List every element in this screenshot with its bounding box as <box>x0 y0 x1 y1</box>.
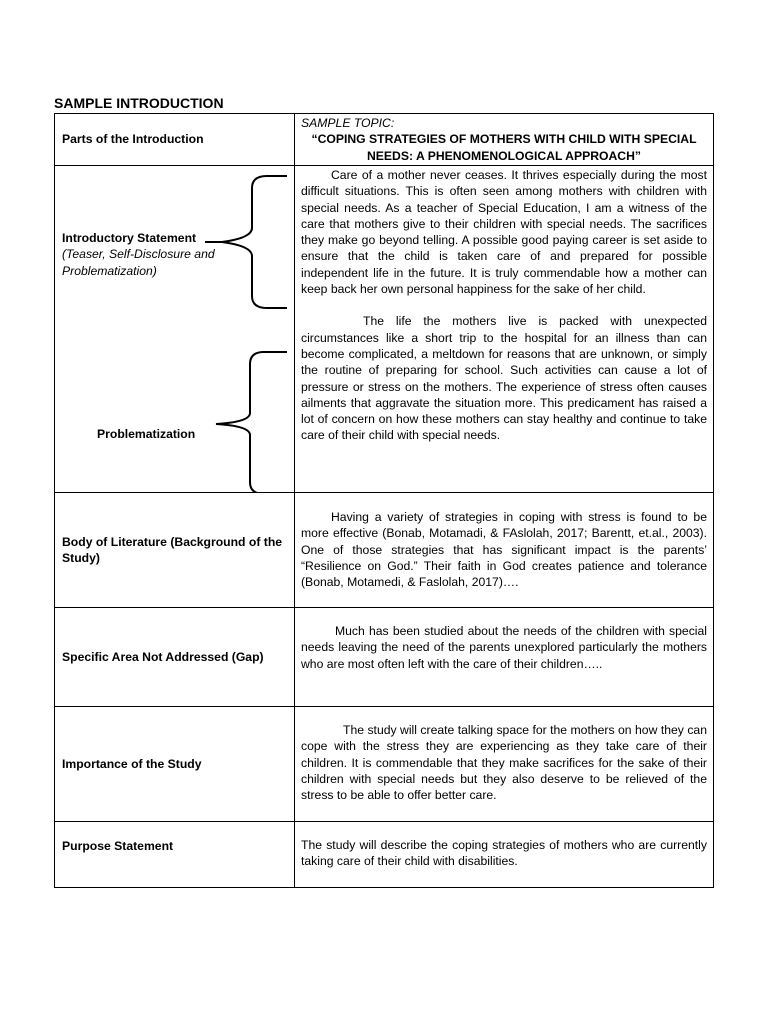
introductory-paragraph: Care of a mother never ceases. It thrives especially during the most difficult situations. This is often seen among mothers with children with special needs. As a teacher of Special Education, I am a witness of the care that mothers give to their children with special needs. The sacrifices they make go beyond telling. A possible good paying career is set aside to ensure that the child is taken care of and prepared for possible independent life in the future. It is truly commendable how a mother can keep back her own personal happiness for the sake of her child. <box>301 168 707 297</box>
purpose-label: Purpose Statement <box>62 839 174 853</box>
table-row-importance <box>55 707 714 822</box>
importance-label: Importance of the Study <box>62 756 202 771</box>
table-row-purpose <box>55 822 714 888</box>
purpose-text-cell <box>295 822 714 888</box>
purpose-label-cell <box>55 822 295 888</box>
introductory-sublabel: (Teaser, Self-Disclosure and Problematization) <box>62 247 215 278</box>
introduction-table <box>54 113 714 888</box>
header-right-cell <box>295 114 714 166</box>
literature-text-cell <box>295 493 714 608</box>
importance-text-cell <box>295 707 714 822</box>
document-title: SAMPLE INTRODUCTION <box>54 95 224 111</box>
table-header-row <box>55 114 714 166</box>
literature-label-cell <box>55 493 295 608</box>
importance-paragraph: The study will create talking space for the mothers on how they can cope with the stress they are experiencing as they take care of their children. It is commendable that they make sacrifices for the sake of their children with special needs but they also deserve to be relieved of the stress to be able to offer better care. <box>301 723 707 803</box>
problematization-bracket <box>216 352 287 493</box>
gap-label: Specific Area Not Addressed (Gap) <box>62 649 264 664</box>
header-left-label: Parts of the Introduction <box>62 132 204 147</box>
header-left-cell <box>55 114 295 166</box>
table-row-literature <box>55 493 714 608</box>
problematization-label: Problematization <box>97 427 196 441</box>
table-row-gap <box>55 608 714 707</box>
introductory-bracket <box>222 176 287 308</box>
literature-label: Body of Literature (Background of the Study) <box>62 534 283 565</box>
importance-label-cell <box>55 707 295 822</box>
table-row-introductory <box>55 166 714 493</box>
gap-label-cell <box>55 608 295 707</box>
introductory-label-cell <box>55 166 295 493</box>
literature-paragraph: Having a variety of strategies in coping with stress is found to be more effective (Bonab, Motamadi, & FAslolah, 2017; Barentt, et.al., 2003). One of those strategies that has significant impact is the parents’ “Resilience on God.” Their faith in God creates patience and tolerance (Bonab, Motamedi, & Faslolah, 2017)…. <box>301 510 707 590</box>
gap-paragraph: Much has been studied about the needs of the children with special needs leaving the need of the parents unexplored particularly the mothers who are most often left with the care of their children….. <box>301 624 707 671</box>
introductory-text-cell <box>295 166 714 493</box>
bracket-graphics <box>55 166 287 493</box>
purpose-paragraph: The study will describe the coping strategies of mothers who are currently taking care of their child with disabilities. <box>301 838 707 869</box>
introductory-label: Introductory Statement <box>62 231 197 245</box>
gap-text-cell <box>295 608 714 707</box>
topic-label: SAMPLE TOPIC: <box>301 116 395 130</box>
problematization-paragraph: The life the mothers live is packed with unexpected circumstances like a short trip to the hospital for an illness than can become complicated, a meltdown for reasons that are unknown, or simply the routine of preparing for school. Such activities can cause a lot of pressure or stress on the mothers. The experience of stress often causes ailments that aggravate the situation more. This predicament has raised a lot of concern on how these mothers can stay healthy and continue to take care of their child with special needs. <box>301 314 707 443</box>
topic-title: “COPING STRATEGIES OF MOTHERS WITH CHILD WITH SPECIAL NEEDS: A PHENOMENOLOGICAL APPROACH” <box>311 132 697 163</box>
